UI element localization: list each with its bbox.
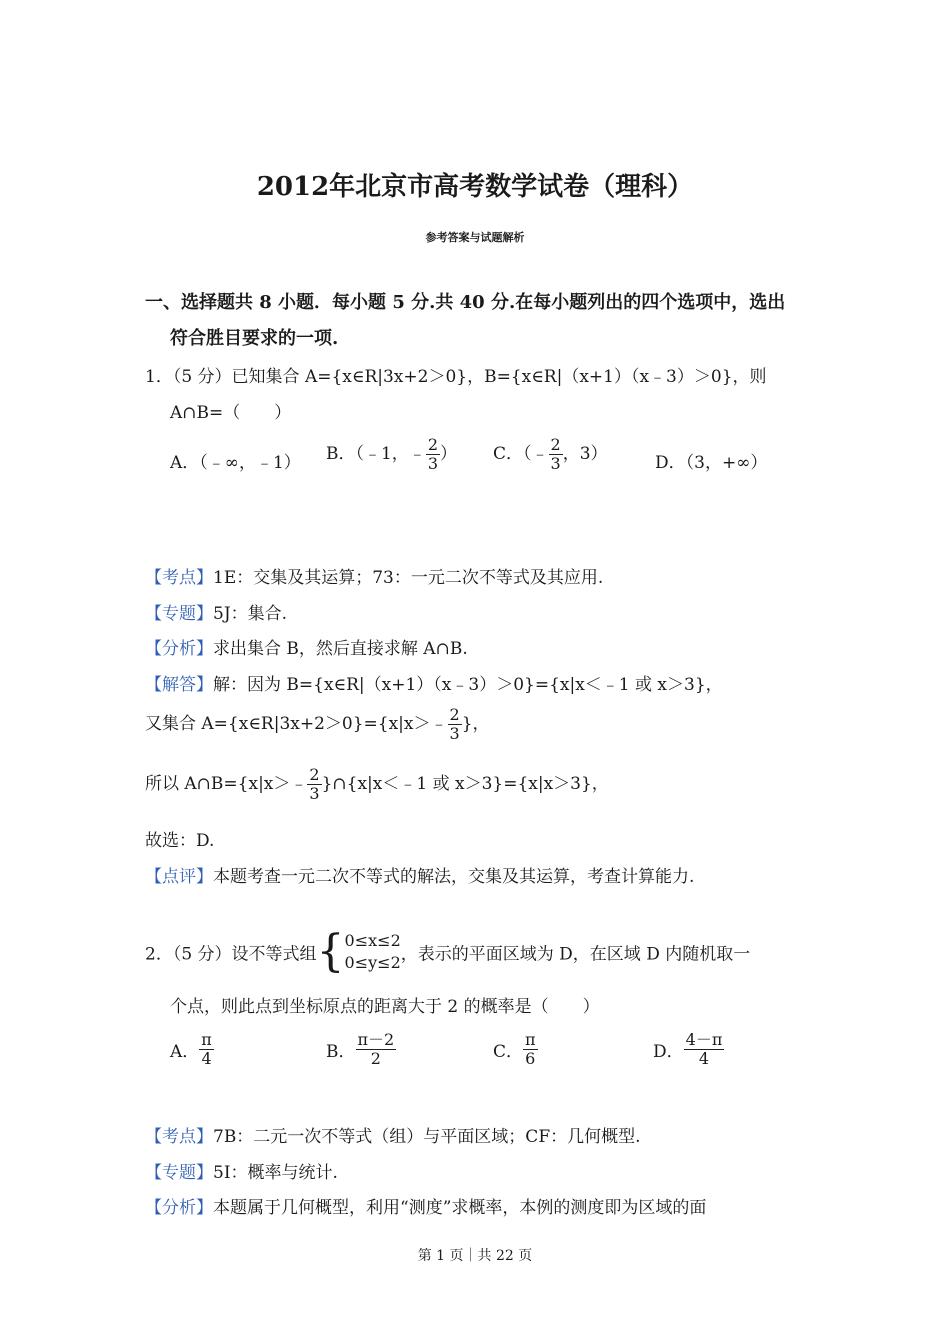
fraction-numerator: π bbox=[201, 1030, 212, 1049]
page-footer: 第 1 页｜共 22 页 bbox=[417, 1248, 533, 1264]
q1-solution-answer: 故选：D. bbox=[145, 831, 215, 851]
fraction-denominator: 3 bbox=[449, 724, 460, 743]
q2-option-d-fraction bbox=[684, 1031, 725, 1068]
solution-line3-prefix: 所以 A∩B={x|x＞﹣ bbox=[145, 774, 308, 794]
q1-kaodian bbox=[145, 563, 603, 588]
solution-line2-prefix: 又集合 A={x∈R|3x+2＞0}={x|x＞﹣ bbox=[145, 714, 448, 734]
fraction-numerator: 2 bbox=[550, 435, 561, 454]
q2-option-d-label: D． bbox=[653, 1042, 684, 1062]
q2-zhuanti bbox=[145, 1158, 338, 1183]
fraction-numerator: π－2 bbox=[357, 1030, 395, 1049]
fraction-denominator: 3 bbox=[427, 454, 438, 473]
fraction-numerator: 2 bbox=[309, 765, 320, 784]
q1-solution-line2 bbox=[145, 706, 490, 743]
q2-stem-suffix: ，表示的平面区域为 D，在区域 D 内随机取一 bbox=[400, 944, 751, 965]
q1-stem-line2: A∩B=（ ） bbox=[170, 403, 292, 423]
q1-option-b-suffix: ） bbox=[440, 444, 457, 464]
dianping-text: 本题考查一元二次不等式的解法，交集及其运算，考查计算能力. bbox=[213, 867, 695, 887]
zhuanti-tag: 【专题】 bbox=[145, 1163, 213, 1183]
page-title: 2012年北京市高考数学试卷（理科） bbox=[256, 172, 694, 202]
q1-option-c-prefix: C．（ bbox=[493, 444, 532, 464]
zhuanti-text: 5J：集合. bbox=[213, 604, 288, 624]
section-heading-line1: 一、选择题共 8 小题．每小题 5 分.共 40 分.在每小题列出的四个选项中，选出 bbox=[145, 292, 786, 313]
q2-option-b-fraction bbox=[356, 1031, 397, 1068]
q2-fenxi bbox=[145, 1193, 706, 1218]
q2-option-a-label: A． bbox=[170, 1042, 200, 1062]
q1-option-b-fraction bbox=[426, 436, 440, 473]
page-subtitle: 参考答案与试题解析 bbox=[425, 231, 525, 244]
fraction-denominator: 2 bbox=[370, 1049, 381, 1068]
q1-solution-line3 bbox=[145, 766, 609, 803]
jieda-text: 解：因为 B={x∈R|（x+1）（x﹣3）＞0}={x|x＜﹣1 或 x＞3}， bbox=[213, 675, 723, 695]
left-brace-icon: { bbox=[316, 926, 345, 977]
zhuanti-tag: 【专题】 bbox=[145, 604, 213, 624]
q2-inequality-system bbox=[345, 930, 401, 974]
kaodian-tag: 【考点】 bbox=[145, 568, 213, 588]
fraction-denominator: 3 bbox=[309, 784, 320, 803]
q2-option-c-fraction bbox=[523, 1031, 538, 1068]
fraction-denominator: 4 bbox=[201, 1049, 212, 1068]
q2-option-c-label: C． bbox=[493, 1042, 524, 1062]
q1-option-c-minus: ﹣ bbox=[531, 444, 549, 464]
kaodian-text: 1E：交集及其运算；73：一元二次不等式及其应用. bbox=[213, 568, 604, 588]
fenxi-tag: 【分析】 bbox=[145, 1198, 213, 1218]
q2-option-b-label: B． bbox=[326, 1042, 356, 1062]
q1-fenxi bbox=[145, 634, 468, 659]
q2-kaodian bbox=[145, 1122, 641, 1147]
solution-line2-suffix: }， bbox=[461, 714, 490, 734]
q2-option-d bbox=[653, 1031, 724, 1068]
q1-option-a: A．（﹣∞，﹣1） bbox=[170, 453, 301, 473]
q2-option-a-fraction bbox=[199, 1031, 214, 1068]
q1-option-d: D．（3，+∞） bbox=[655, 453, 768, 473]
q1-option-b-prefix: B．（﹣1，﹣ bbox=[326, 444, 426, 464]
q1-option-c bbox=[493, 436, 608, 473]
fenxi-text: 本题属于几何概型，利用“测度”求概率，本例的测度即为区域的面 bbox=[213, 1198, 707, 1218]
fraction-numerator: π bbox=[525, 1030, 536, 1049]
q1-option-c-fraction bbox=[549, 436, 563, 473]
q2-option-b bbox=[326, 1031, 396, 1068]
q2-stem-prefix: 2．（5 分）设不等式组 bbox=[145, 944, 317, 965]
q2-option-a bbox=[170, 1031, 214, 1068]
q1-zhuanti bbox=[145, 599, 287, 624]
q2-stem-line1 bbox=[145, 926, 751, 977]
q1-option-c-suffix: ，3） bbox=[562, 444, 608, 464]
solution-line2-fraction bbox=[448, 706, 462, 743]
fraction-numerator: 2 bbox=[427, 435, 438, 454]
q1-stem-line1: 1．（5 分）已知集合 A={x∈R|3x+2＞0}，B={x∈R|（x+1）（x﹣3）＞0}，则 bbox=[145, 367, 767, 387]
kaodian-tag: 【考点】 bbox=[145, 1127, 213, 1147]
solution-line3-suffix: }∩{x|x＜﹣1 或 x＞3}={x|x＞3}， bbox=[321, 774, 609, 794]
section-heading-line2: 符合胜目要求的一项. bbox=[170, 328, 339, 349]
fraction-numerator: 4－π bbox=[685, 1030, 723, 1049]
zhuanti-text: 5I：概率与统计. bbox=[213, 1163, 338, 1183]
fraction-denominator: 3 bbox=[550, 454, 561, 473]
fraction-denominator: 6 bbox=[525, 1049, 536, 1068]
q1-dianping bbox=[145, 862, 694, 887]
q2-stem-line2: 个点，则此点到坐标原点的距离大于 2 的概率是（ ） bbox=[170, 997, 600, 1017]
q2-option-c bbox=[493, 1031, 538, 1068]
q1-option-b bbox=[326, 436, 457, 473]
kaodian-text: 7B：二元一次不等式（组）与平面区域；CF：几何概型. bbox=[213, 1127, 641, 1147]
q1-jieda bbox=[145, 670, 723, 695]
fenxi-tag: 【分析】 bbox=[145, 639, 213, 659]
jieda-tag: 【解答】 bbox=[145, 675, 213, 695]
fraction-numerator: 2 bbox=[449, 705, 460, 724]
fenxi-text: 求出集合 B，然后直接求解 A∩B. bbox=[213, 639, 468, 659]
q2-inequality-2: 0≤y≤2 bbox=[344, 953, 401, 972]
solution-line3-fraction bbox=[307, 766, 321, 803]
dianping-tag: 【点评】 bbox=[145, 867, 213, 887]
q2-inequality-1: 0≤x≤2 bbox=[344, 931, 401, 950]
fraction-denominator: 4 bbox=[698, 1049, 710, 1068]
